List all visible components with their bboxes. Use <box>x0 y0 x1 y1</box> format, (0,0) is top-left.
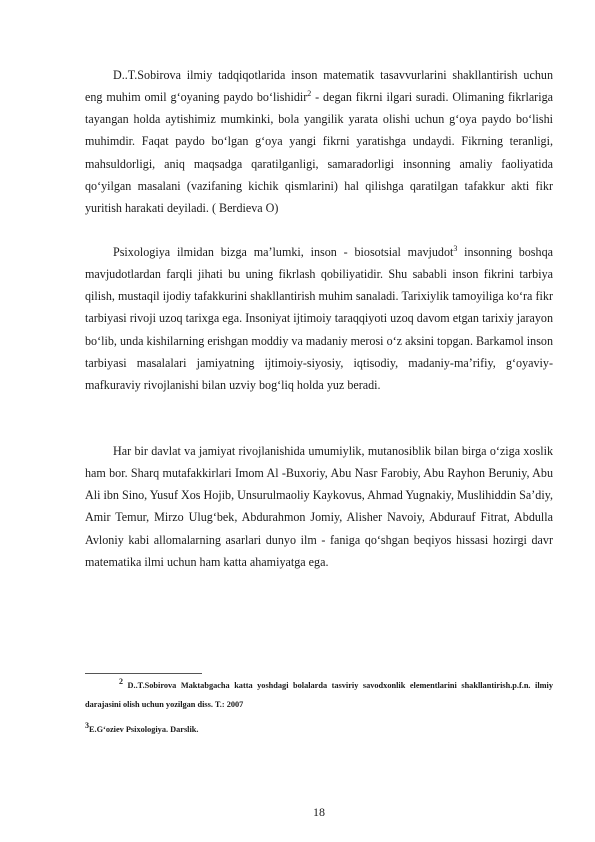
paragraph-text: Har bir davlat va jamiyat rivojlanishida umumiylik, mutanosiblik bilan birga o‘ziga xoslik ham bor. Sharq mutafakkirlari Imom Al -Buxoriy, Abu Nasr Farobiy, Abu Rayhon Beruniy, Abu Ali ibn Sino, Yusuf Xos Hojib, Unsurulmaoliy Kaykovus, Ahmad Yugnakiy, Muslihiddin Sa’diy, Amir Temur, Mirzo Ulug‘bek, Abdurahmon Jomiy, Alisher Navoiy, Abdurauf Fitrat, Abdulla Avloniy kabi allomalarning asarlari dunyo ilm - faniga qo‘shgan beqiyos hissasi hozirgi davr matematika ilmi uchun ham katta ahamiyatga ega. <box>85 444 553 569</box>
body-paragraph <box>85 241 553 396</box>
paragraph-text: - degan fikrni ilgari suradi. Olimaning fikrlariga tayangan holda aytishimiz mumkinki, bola yangilik yarata olishi uchun g‘oya paydo bo‘lishi muhimdir. Faqat paydo bo‘lgan g‘oya yangi fikrni yaratishga undaydi. Fikrning teranligi, mahsuldorligi, aniq maqsadga qaratilganligi, samaradorligi insonning amaliy faoliyatida qo‘yilgan masalani (vazifaning kichik qismlarini) hal qilishga qaratilgan tafakkur akti fikr yuritish harakati deyiladi. ( Berdieva O) <box>85 90 553 215</box>
footnote-separator <box>85 673 202 674</box>
footnote <box>85 720 553 739</box>
paragraph-text: insonning boshqa mavjudotlardan farqli jihati bu uning fikrlash qobiliyatidir. Shu sababli inson fikrini tarbiya qilish, mustaqil ijodiy tafakkurini shakllantirish muhim sanaladi. Tarixiylik tamoyiliga ko‘ra fikr tarbiyasi rivoji uzoq tarixga ega. Insoniyat ijtimoiy taraqqiyoti uzoq davom etgan tarixiy jarayon bo‘lib, unda kishilarning erishgan moddiy va madaniy merosi o‘z aksini topgan. Barkamol inson tarbiyasi masalalari jamiyatning ijtimoiy-siyosiy, iqtisodiy, madaniy-ma’rifiy, g‘oyaviy-mafkuraviy rivojlanishi bilan uzviy bog‘liq holda yuz beradi. <box>85 245 553 392</box>
footnote-text: E.G‘oziev Psixologiya. Darslik. <box>89 725 199 734</box>
body-paragraph <box>85 440 553 573</box>
footnote-mark: 3 <box>85 721 89 731</box>
footnote-text: D..T.Sobirova Maktabgacha katta yoshdagi bolalarda tasviriy savodxonlik elementlarini shakllantirish.p.f.n. ilmiy darajasini olish uchun yozilgan diss. T.: 2007 <box>85 681 553 709</box>
footnote-reference[interactable]: 3 <box>453 243 458 253</box>
paragraph-text: D..T.Sobirova ilmiy tadqiqotlarida inson matematik tasavvurlarini shakllantirish uchun eng muhim omil g‘oyaning paydo bo‘lishidir <box>85 68 553 105</box>
paragraph-text: Psixologiya ilmidan bizga ma’lumki, inson - biosotsial mavjudot <box>113 245 454 259</box>
footnote-reference[interactable]: 2 <box>307 89 312 99</box>
footnote <box>85 676 553 714</box>
body-paragraph <box>85 64 553 219</box>
footnote-mark: 2 <box>119 677 123 687</box>
page-number: 18 <box>313 805 325 819</box>
